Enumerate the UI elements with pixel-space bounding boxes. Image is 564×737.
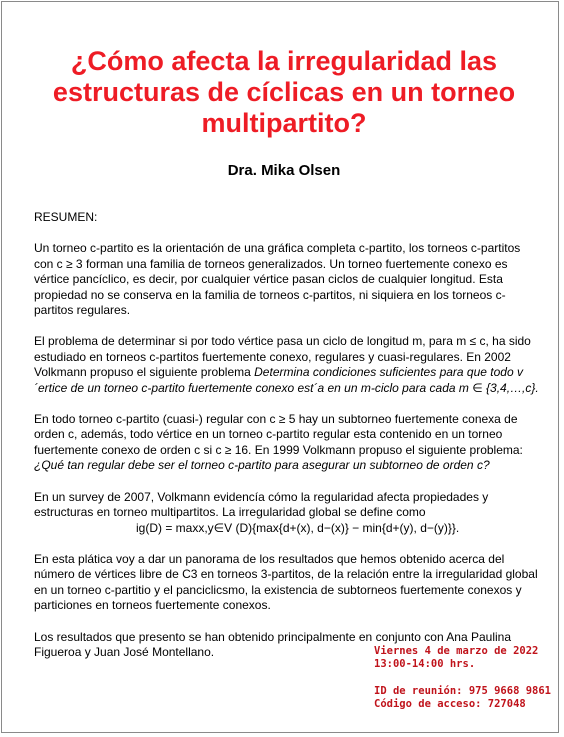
abstract-body [34, 210, 542, 676]
meeting-id: ID de reunión: 975 9668 9861 [374, 685, 552, 697]
resumen-label: RESUMEN: [34, 210, 98, 224]
paragraph-1: Un torneo c-partito es la orientación de una gráfica completa c-partito, los torneos c-partitos con c ≥ 3 forman una familia de torneos generalizados. Un torneo fuertemente conexo es vértice pancíclico, es decir, por cualquier vértice pasan ciclos de cualquier longitud. Esta propiedad no se conserva en la familia de torneos c-partitos, ni siquiera en los torneos c-partitos regulares. [34, 241, 521, 318]
author-name: Dra. Mika Olsen [227, 162, 341, 179]
document-page [1, 1, 559, 733]
spacer [374, 671, 551, 685]
paragraph-3 [34, 412, 542, 474]
event-time: 13:00-14:00 hrs. [374, 658, 476, 670]
irregularity-formula: ig(D) = maxx,y∈V (D){max{d+(x), d−(x)} − min{d+(y), d−(y)}}. [136, 520, 460, 535]
paragraph-2-italic: Determina condiciones suficientes para que todo v´ertice de un torneo c-partito fuertemente conexo est´a en un m-ciclo para cada m ∈ {3,4,…,c}. [34, 365, 539, 395]
paragraph-5: En esta plática voy a dar un panorama de los resultados que hemos obtenido acerca del número de vértices libre de C3 en torneos 3-partitos, de la relación entre la irregularidad global en un torneo c-partitio y el panciclicsmo, la existencia de subtorneos fuertemente conexos y particiones en torneos fuertemente conexos. [34, 551, 538, 613]
paragraph-2 [34, 334, 542, 396]
page-title: ¿Cómo afecta la irregularidad las estructuras de cíclicas en un torneo multipartito? [52, 46, 516, 138]
paragraph-3-text: En todo torneo c-partito (cuasi-) regular con c ≥ 5 hay un subtorneo fuertemente conexa de orden c, además, todo vértice en un torneo c-partito regular esta contenido en un torneo fuertemente conexo de orden c si c ≥ 16. En 1999 Volkmann propuso el siguiente problema: [34, 412, 523, 457]
paragraph-4-text: En un survey de 2007, Volkmann evidencía cómo la regularidad afecta propiedades y estructuras en torneo multipartitos. La irregularidad global se define como [34, 489, 489, 520]
paragraph-4 [34, 490, 542, 536]
event-date: Viernes 4 de marzo de 2022 [374, 645, 539, 657]
paragraph-3-italic: ¿Qué tan regular debe ser el torneo c-partito para asegurar un subtorneo de orden c? [34, 458, 490, 473]
meeting-passcode: Código de acceso: 727048 [374, 698, 526, 710]
paragraph-2-text: El problema de determinar si por todo vértice pasa un ciclo de longitud m, para m ≤ c, ha sido estudiado en torneos c-partitos fuertemente conexo, regulares y cuasi-regulares. En 2002 Volkmann propuso el siguiente problema [34, 334, 531, 380]
paragraph-6: Los resultados que presento se han obtenido principalmente en conjunto con Ana Paulina Figueroa y Juan José Montellano. [34, 629, 512, 659]
event-details [374, 645, 551, 711]
